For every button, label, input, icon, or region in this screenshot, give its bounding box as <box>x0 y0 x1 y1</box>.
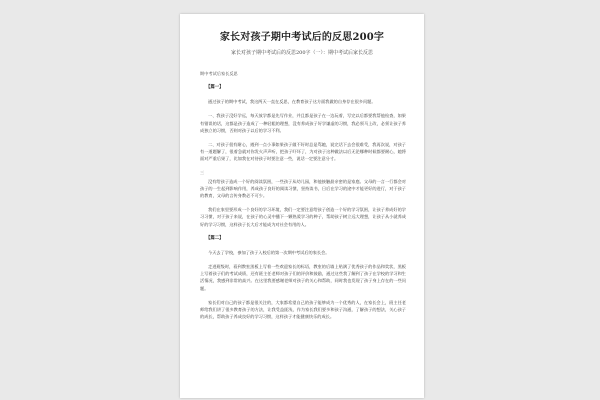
paragraph: 走进班级时，看到教室黑板上写着一些欢迎家长的标语，教室的后墙上贴满了优秀孩子的作品和奖状，黑板上写着孩子们的考试成绩，还有班主任老师对孩子们的评价和鼓励，通过这些我了解到了孩子在学校的学习和生活情况，我感到非常的高兴。在这里我要感谢老师对孩子的关心和帮助，同时我也发现了孩子身上存在的一些问题。 <box>200 264 406 291</box>
document-body <box>180 70 424 320</box>
document-page <box>180 14 424 398</box>
lead-line: 期中考试后家长反思 <box>200 71 238 76</box>
section-heading-2: 【篇二】 <box>206 235 224 241</box>
paragraph: 二、对孩子很有耐心，遇到一点小事如果孩子做不好时总是骂她，说完话下去会很难受，我再次说，对孩子有一道题解了，很着急就对你发火声声听，把孩子吓坏了，为对孩子这种做法以后无论哪种时候都要耐心，她将面对严重后果了，比如我在对待孩子时要注意一些，说话一定要注意分寸。 <box>200 142 406 162</box>
document-subtitle: 家长对孩子期中考试后的反思200字（一）：期中考试后家长反思 <box>230 50 374 56</box>
paragraph: 一、我孩子没好学远，每天放学都是先写作业，并且都是孩子在一边玩着，写完以后都要我帮他检查，如果有错误的话，这都是孩子造成了一种轻粗的理想，没有养成孩子好学谦虚的习惯，我必须马上改，必须让孩子养成独立的习惯，否则对孩子以后的学习不利。 <box>200 113 406 133</box>
paragraph: 今天去了学校，参加了孩子入校后的第一次期中考试后的家长会。 <box>208 249 330 255</box>
section-marker-3: 三 <box>200 169 205 175</box>
document-title: 家长对孩子期中考试后的反思200字 <box>219 32 385 43</box>
paragraph: 没有给孩子造成一个好的阅读氛围，一些孩子从幼儿园，和他接触最亲密的是家庭。父母的一言一行都会对孩子的一生起到影响作用，养成孩子良好的阅读习惯，坚持读书，日后在学习的途中才能更好的进行，对于孩子的教育，父母的言传身教必不可少。 <box>200 178 406 199</box>
paragraph: 家长们对自己的孩子都是很关注的，大家都希望自己的孩子能够成为一个优秀的人，在家长会上，班主任老师给我们讲了很多教育孩子的方法，让我受益匪浅，作为家长我们要多和孩子沟通，了解孩子的想法，关心孩子的成长，帮助孩子养成良好的学习习惯，这样孩子才能健康快乐的成长。 <box>200 299 406 320</box>
paragraph: 通过孩子的期中考试，我这两天一直在反思，在教育孩子这方面我做的自身存在很多问题。 <box>208 99 376 105</box>
paragraph: 我们在家里要形成一个良好的学习环境，我们一定要注意给孩子创造一个好的学习氛围，让孩子养成好的学习习惯，对于孩子来说，在孩子的心灵中播下一颗热爱学习的种子，帮助孩子树立远大理想，让孩子从小就养成好的学习习惯，这样孩子长大后才能成为对社会有用的人。 <box>200 207 406 227</box>
section-heading-1: 【篇一】 <box>206 85 224 91</box>
